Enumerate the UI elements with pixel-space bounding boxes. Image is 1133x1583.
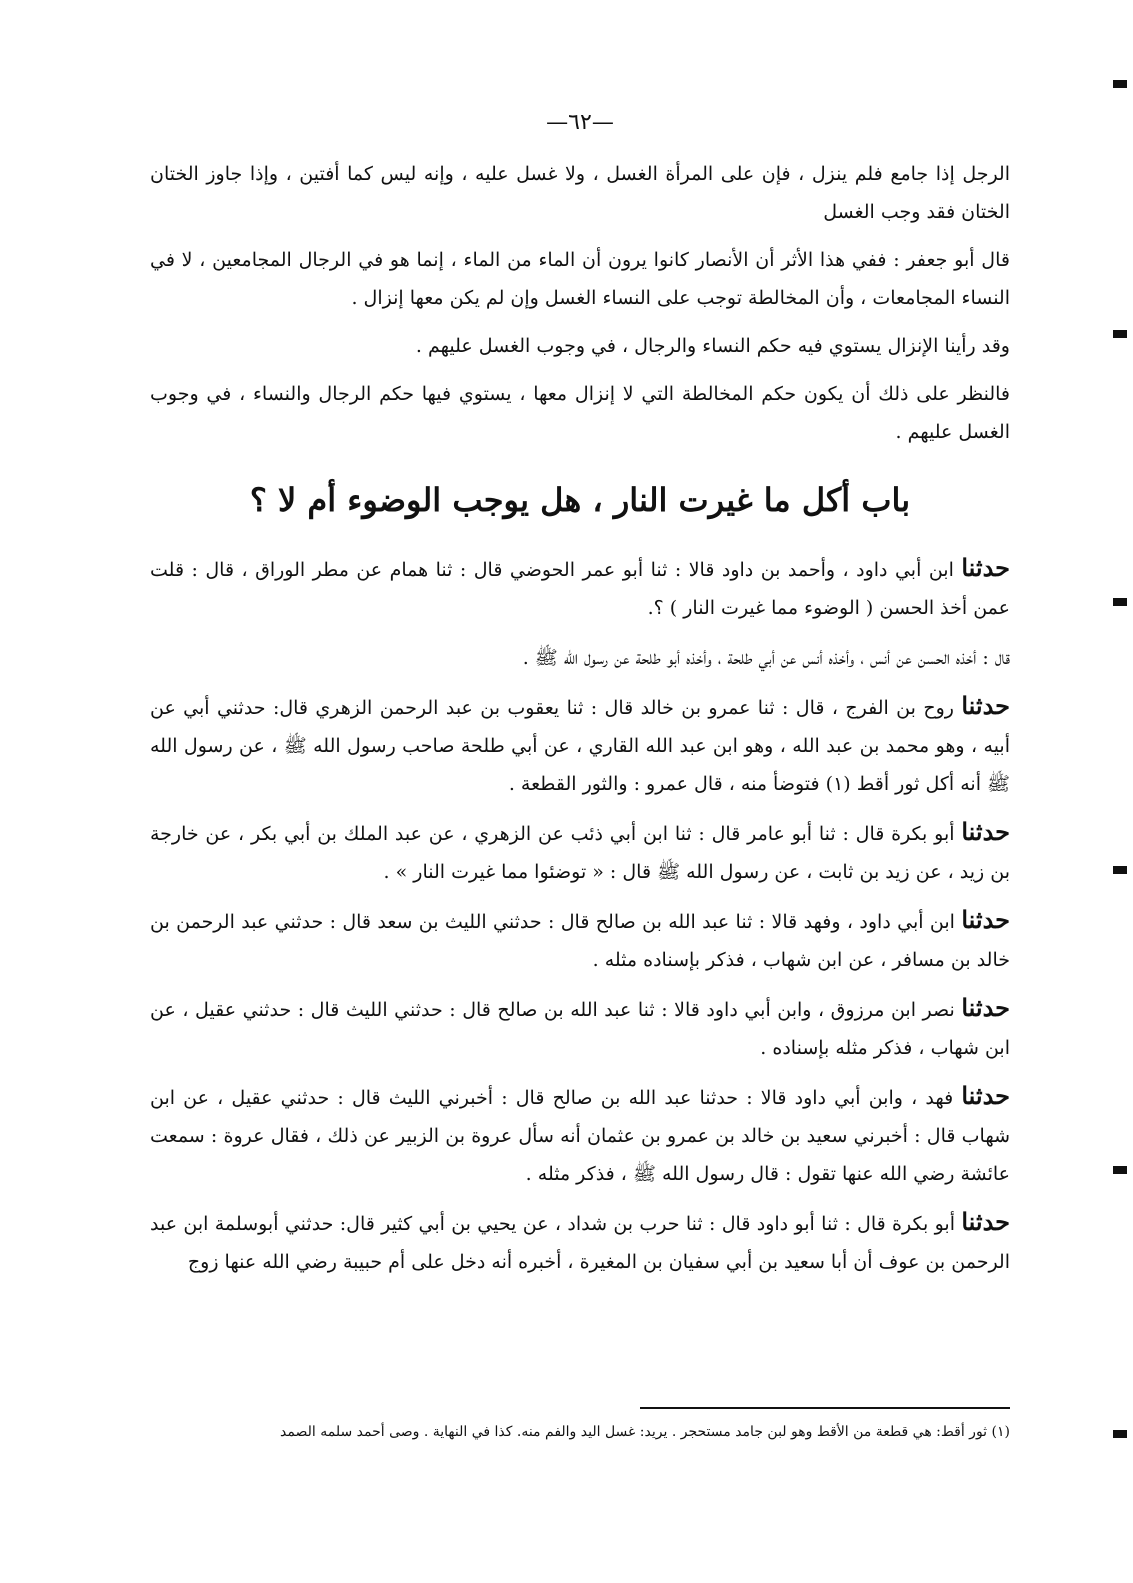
hadith-paragraph	[150, 1203, 1010, 1281]
hadith-paragraph	[150, 813, 1010, 891]
paragraph-text: قال : أخذه الحسن عن أنس ، وأخذه أنس عن أبي طلحة ، وأخذه أبو طلحة عن رسول الله ﷺ .	[522, 647, 1010, 669]
paragraph-text: ابن أبي داود ، وأحمد بن داود قالا : ثنا أبو عمر الحوضي قال : ثنا همام عن مطر الوراق ، قال : قلت عمن أخذ الحسن ( الوضوء مما غيرت النار ) ؟.	[150, 559, 1010, 619]
paragraph-lead: حدثنا	[961, 1081, 1010, 1110]
paragraph-text: روح بن الفرج ، قال : ثنا عمرو بن خالد قال : ثنا يعقوب بن عبد الرحمن الزهري قال: حدثني أبي عن أبيه ، وهو محمد بن عبد الله ، وهو ابن عبد الله القاري ، عن أبي طلحة صاحب رسول الله ﷺ ، عن رسول الله ﷺ أنه أكل ثور أقط (١) فتوضأ منه ، قال عمرو : والثور القطعة .	[150, 697, 1010, 795]
hadith-paragraph	[150, 1077, 1010, 1193]
paragraph-lead: حدثنا	[961, 1207, 1010, 1236]
margin-mark	[1113, 80, 1127, 88]
paragraph: الرجل إذا جامع فلم ينزل ، فإن على المرأة الغسل ، ولا غسل عليه ، وإنه ليس كما أفتين ، وإذا جاوز الختان الختان فقد وجب الغسل	[150, 163, 1010, 223]
chapter-title: باب أكل ما غيرت النار ، هل يوجب الوضوء أم لا ؟	[249, 481, 911, 519]
paragraph-lead: حدثنا	[961, 691, 1010, 720]
margin-mark	[1113, 866, 1127, 874]
paragraph-text: ابن أبي داود ، وفهد قالا : ثنا عبد الله بن صالح قال : حدثني الليث بن سعد قال : حدثني عبد الرحمن بن خالد بن مسافر ، عن ابن شهاب ، فذكر بإسناده مثله .	[150, 911, 1010, 971]
paragraph-lead: حدثنا	[961, 817, 1010, 846]
document-page	[150, 110, 1010, 1291]
footnote-divider	[640, 1407, 1010, 1409]
hadith-paragraph	[150, 901, 1010, 979]
paragraph-text: فهد ، وابن أبي داود قالا : حدثنا عبد الله بن صالح قال : أخبرني الليث قال : حدثني عقيل ، عن ابن شهاب قال : أخبرني سعيد بن خالد بن عمرو بن عثمان أنه سأل عروة بن الزبير عن ذلك ، فقال عروة : سمعت عائشة رضي الله عنها تقول : قال رسول الله ﷺ ، فذكر مثله .	[150, 1087, 1010, 1185]
margin-mark	[1113, 1430, 1127, 1438]
hadith-paragraph	[150, 637, 1010, 677]
hadith-paragraph	[150, 989, 1010, 1067]
paragraph: فالنظر على ذلك أن يكون حكم المخالطة التي لا إنزال معها ، يستوي فيها حكم الرجال والنساء ، في وجوب الغسل عليهم .	[150, 383, 1010, 443]
paragraph: وقد رأينا الإنزال يستوي فيه حكم النساء والرجال ، في وجوب الغسل عليهم .	[415, 335, 1010, 357]
margin-mark	[1113, 598, 1127, 606]
hadith-paragraph	[150, 549, 1010, 627]
footnote: (١) ثور أقط: هي قطعة من الأقط وهو لبن جامد مستحجر . يريد: غسل اليد والفم منه. كذا في النهاية . وصى أحمد سلمه الصمد	[280, 1424, 1010, 1440]
paragraph-text: نصر ابن مرزوق ، وابن أبي داود قالا : ثنا عبد الله بن صالح قال : حدثني الليث قال : حدثني عقيل ، عن ابن شهاب ، فذكر مثله بإسناده .	[150, 999, 1010, 1059]
paragraph-lead: حدثنا	[961, 993, 1010, 1022]
hadith-paragraph	[150, 687, 1010, 803]
paragraph-text: أبو بكرة قال : ثنا أبو عامر قال : ثنا ابن أبي ذئب عن الزهري ، عن عبد الملك بن أبي بكر ، عن خارجة بن زيد ، عن زيد بن ثابت ، عن رسول الله ﷺ قال : « توضئوا مما غيرت النار » .	[150, 823, 1010, 883]
paragraph-lead: حدثنا	[961, 905, 1010, 934]
margin-mark	[1113, 330, 1127, 338]
margin-mark	[1113, 1166, 1127, 1174]
paragraph-text: أبو بكرة قال : ثنا أبو داود قال : ثنا حرب بن شداد ، عن يحيي بن أبي كثير قال: حدثني أبوسلمة ابن عبد الرحمن بن عوف أن أبا سعيد بن أبي سفيان بن المغيرة ، أخبره أنه دخل على أم حبيبة رضي الله عنها زوج	[150, 1213, 1010, 1273]
paragraph: قال أبو جعفر : ففي هذا الأثر أن الأنصار كانوا يرون أن الماء من الماء ، إنما هو في الرجال المجامعين ، لا في النساء المجامعات ، وأن المخالطة توجب على النساء الغسل وإن لم يكن معها إنزال .	[150, 249, 1010, 309]
page-number: —٦٢—	[546, 110, 614, 135]
paragraph-lead: حدثنا	[961, 553, 1010, 582]
